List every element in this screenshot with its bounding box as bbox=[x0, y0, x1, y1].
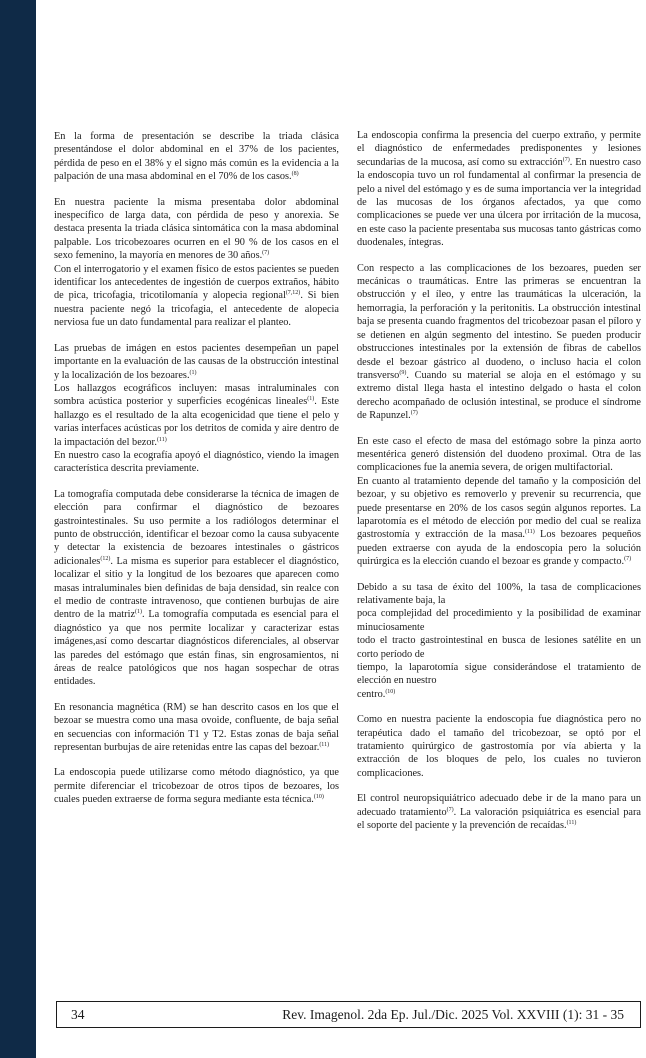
right-column bbox=[357, 129, 641, 845]
reference-marker: (12) bbox=[100, 555, 111, 562]
paragraph bbox=[54, 263, 339, 330]
reference-marker: (1) bbox=[307, 396, 315, 403]
paragraph-text: En nuestra paciente la misma presentaba dolor abdominal inespecífico de larga data, con pérdida de peso y anorexia. Se destaca presenta la triada clásica sintomática con la masa abdominal palpable. Los tricobezoares ocurren en el 90 % de los casos en el sexo femenino, la mayoría en menores de 30 años. bbox=[54, 196, 339, 262]
paragraph-text: poca complejidad del procedimiento y la posibilidad de examinar minuciosamente bbox=[357, 608, 641, 633]
paragraph-text: Los hallazgos ecográficos incluyen: masas intraluminales con sombra acústica posterior y superficies ecogénicas lineales bbox=[54, 382, 339, 408]
reference-marker: (7) bbox=[624, 556, 632, 563]
paragraph-text: . Este hallazgo es el resultado de la alta ecogenicidad que tiene el pelo y varias interfaces acústicas por los detritos de comida y aire dentro de la impactación del bezor. bbox=[54, 396, 339, 448]
paragraph bbox=[54, 766, 339, 806]
paragraph bbox=[357, 792, 641, 832]
paragraph-text: En nuestro caso la ecografía apoyó el diagnóstico, viendo la imagen característica descrita previamente. bbox=[54, 449, 339, 475]
paragraph-text: Con respecto a las complicaciones de los bezoares, pueden ser mecánicas o traumáticas. Entre las primeras se encuentran la obstrucción y el íleo, y entre las traumáticas la ulceración, la hemorragia, la perforación y la peritonitis. La obstrucción intestinal baja se presenta cuando fragmentos del tricobezoar pasan el píloro y se detienen en algún segmento del intestino. Se pueden producir obstrucciones intestinales por la extensión de fibras de cabellos desde el bezoar gástrico al duodeno, o incluso hacia el colon transverso bbox=[357, 262, 641, 381]
paragraph-text: La tomografía computada debe considerarse la técnica de imagen de elección para confirmar el diagnóstico de bezoares gastrointestinales. Su uso permite a los radiólogos determinar el punto de obstrucción, identificar el bezoar como la causa subyacente y detectar la existencia de bezoares intestinales o gástricos adicionales bbox=[54, 488, 339, 567]
paragraph-text: Los bezoares pequeños pueden extraerse con ayuda de la endoscopia pero la solución quirúrgica es la elección cuando el bezoar es grande y compacto. bbox=[357, 529, 641, 568]
paragraph-text: Debido a su tasa de éxito del 100%, la tasa de complicaciones relativamente baja, la bbox=[357, 581, 641, 606]
paragraph-text: Con el interrogatorio y el examen físico de estos pacientes se pueden identificar los antecedentes de ingestión de cuerpos extraños, hábito de pica, tricofagia, tricotilomanía y alopecia regional bbox=[54, 263, 339, 302]
reference-marker: (7) bbox=[410, 410, 418, 417]
reference-marker: (9) bbox=[399, 369, 407, 376]
left-column bbox=[54, 130, 339, 819]
paragraph bbox=[357, 475, 641, 569]
paragraph-text: En cuanto al tratamiento depende del tamaño y la composición del bezoar, y su objetivo es removerlo y prevenir su recurrencia, que puede presentarse en 20% de los casos según algunos reportes. La laparotomía es el método de elección por medio del cual se realiza gastrostomía y extracción de la masa. bbox=[357, 475, 641, 541]
journal-citation: Rev. Imagenol. 2da Ep. Jul./Dic. 2025 Vol. XXVIII (1): 31 - 35 bbox=[282, 1006, 624, 1022]
reference-marker: (11) bbox=[156, 436, 167, 443]
paragraph bbox=[357, 713, 641, 780]
reference-marker: (1) bbox=[135, 609, 143, 616]
paragraph-text: . En nuestro caso la endoscopia tuvo un rol fundamental al confirmar la presencia de pelo a nivel del estómago y es de suma importancia ver la integridad de las mucosas de los órganos afectados, ya que como complicaciones se puede ver una úlcera por irritación de la mucosa, en este caso la paciente presentaba sus mucosas tanto gástricas como duodenales, íntegras. bbox=[357, 156, 642, 249]
reference-marker: (11) bbox=[566, 820, 577, 827]
paragraph bbox=[54, 382, 339, 449]
paragraph bbox=[357, 435, 641, 475]
paragraph bbox=[357, 129, 641, 250]
paragraph-text: La endoscopia puede utilizarse como método diagnóstico, ya que permite diferenciar el tricobezoar de otros tipos de bezoares, los cuales pueden extraerse de forma segura mediante esta técnica. bbox=[54, 767, 339, 806]
paragraph-text: La endoscopia confirma la presencia del cuerpo extraño, y permite el diagnóstico de enfermedades predisponentes y lesiones secundarias de la mucosa, así como su extracción bbox=[357, 130, 641, 168]
paragraph-text: centro. bbox=[357, 688, 386, 700]
reference-marker: (1) bbox=[189, 369, 197, 376]
reference-marker: (7) bbox=[446, 806, 454, 813]
reference-marker: (7) bbox=[562, 156, 570, 163]
reference-marker: (8) bbox=[291, 171, 299, 178]
side-color-bar bbox=[0, 0, 36, 1058]
paragraph-text: Las pruebas de imágen en estos pacientes desempeñan un papel importante en la evaluación de las causas de la obstrucción intestinal y la localización de los bezoares. bbox=[54, 342, 339, 381]
reference-marker: (11) bbox=[319, 742, 330, 749]
paragraph-text: En este caso el efecto de masa del estómago sobre la pinza aorto mesentérica generó distensión del duodeno proximal. Otra de las complicaciones fue la anemia severa, de origen multifactorial. bbox=[357, 435, 641, 474]
paragraph-text: . La misma es superior para establecer el diagnóstico, localizar el sitio y la longitud de los bezoares que aparecen como masas intraluminales bien definidas de baja densidad, sin realce con el medio de contraste intravenoso, que contienen burbujas de aire dentro de la matriz bbox=[54, 555, 339, 621]
paragraph bbox=[357, 634, 641, 661]
paragraph bbox=[54, 342, 339, 382]
paragraph bbox=[54, 449, 339, 476]
paragraph bbox=[54, 701, 339, 755]
paragraph-text: . Cuando su material se aloja en el estómago y su extremo distal llega hasta el intestino delgado o hasta el colon derecho acompañado de oclusión intestinal, se produce el síndrome de Rapunzel. bbox=[357, 369, 641, 422]
paragraph bbox=[357, 581, 641, 608]
paragraph-text: El control neuropsiquiátrico adecuado debe ir de la mano para un adecuado tratamiento bbox=[357, 793, 641, 818]
paragraph bbox=[54, 488, 339, 689]
reference-marker: (10) bbox=[385, 688, 396, 695]
paragraph-text: todo el tracto gastrointestinal en busca de lesiones satélite en un corto período de bbox=[357, 635, 641, 660]
paragraph bbox=[357, 262, 641, 423]
reference-marker: (7) bbox=[262, 250, 270, 257]
paragraph bbox=[54, 130, 339, 184]
paragraph-text: . La valoración psiquiátrica es esencial para el soporte del paciente y la prevención de recaídas. bbox=[357, 806, 641, 832]
paragraph-text: . Si bien nuestra paciente negó la tricofagia, el antecedente de alopecia nerviosa fue un dato fundamental para realizar el planteo. bbox=[54, 290, 339, 329]
reference-marker: (11) bbox=[524, 529, 535, 536]
paragraph-text: tiempo, la laparotomía sigue considerándose el tratamiento de elección en nuestro bbox=[357, 662, 641, 687]
paragraph bbox=[357, 661, 641, 688]
paragraph bbox=[54, 196, 339, 263]
reference-marker: (10) bbox=[313, 794, 324, 801]
page-number: 34 bbox=[71, 1006, 85, 1022]
paragraph-text: En resonancia magnética (RM) se han descrito casos en los que el bezoar se muestra como una masa ovoide, confluente, de baja señal en secuencias con información T1 y T2. Estas zonas de baja señal representan burbujas de aire retenidas entre las capas del bezoar. bbox=[54, 701, 339, 754]
paragraph bbox=[357, 607, 641, 634]
paragraph-text: En la forma de presentación se describe la triada clásica presentándose el dolor abdominal en el 37% de los pacientes, pérdida de peso en el 38% y el signo más común es la evidencia a la palpación de una masa abdominal en el 70% de los casos. bbox=[54, 131, 339, 183]
reference-marker: (7,12) bbox=[285, 290, 301, 297]
paragraph-text: . La tomografía computada es esencial para el diagnóstico ya que nos permite localizar y caracterizar estas imágenes,así como descartar diagnósticos diferenciales, al observar las paredes del estómago que están finas, sin engrosamientos, ni áreas de realce patológicos que nos hagan sospechar de otras entidades. bbox=[54, 609, 339, 688]
paragraph-text: Como en nuestra paciente la endoscopia fue diagnóstica pero no terapéutica dado el tamaño del tricobezoar, se optó por el tratamiento quirúrgico de gastrostomía por vía abierta y la extracción de los bloques de pelo, los cuales no tuvieron complicaciones. bbox=[357, 714, 641, 779]
paragraph bbox=[357, 688, 641, 701]
page-footer bbox=[56, 1001, 641, 1028]
